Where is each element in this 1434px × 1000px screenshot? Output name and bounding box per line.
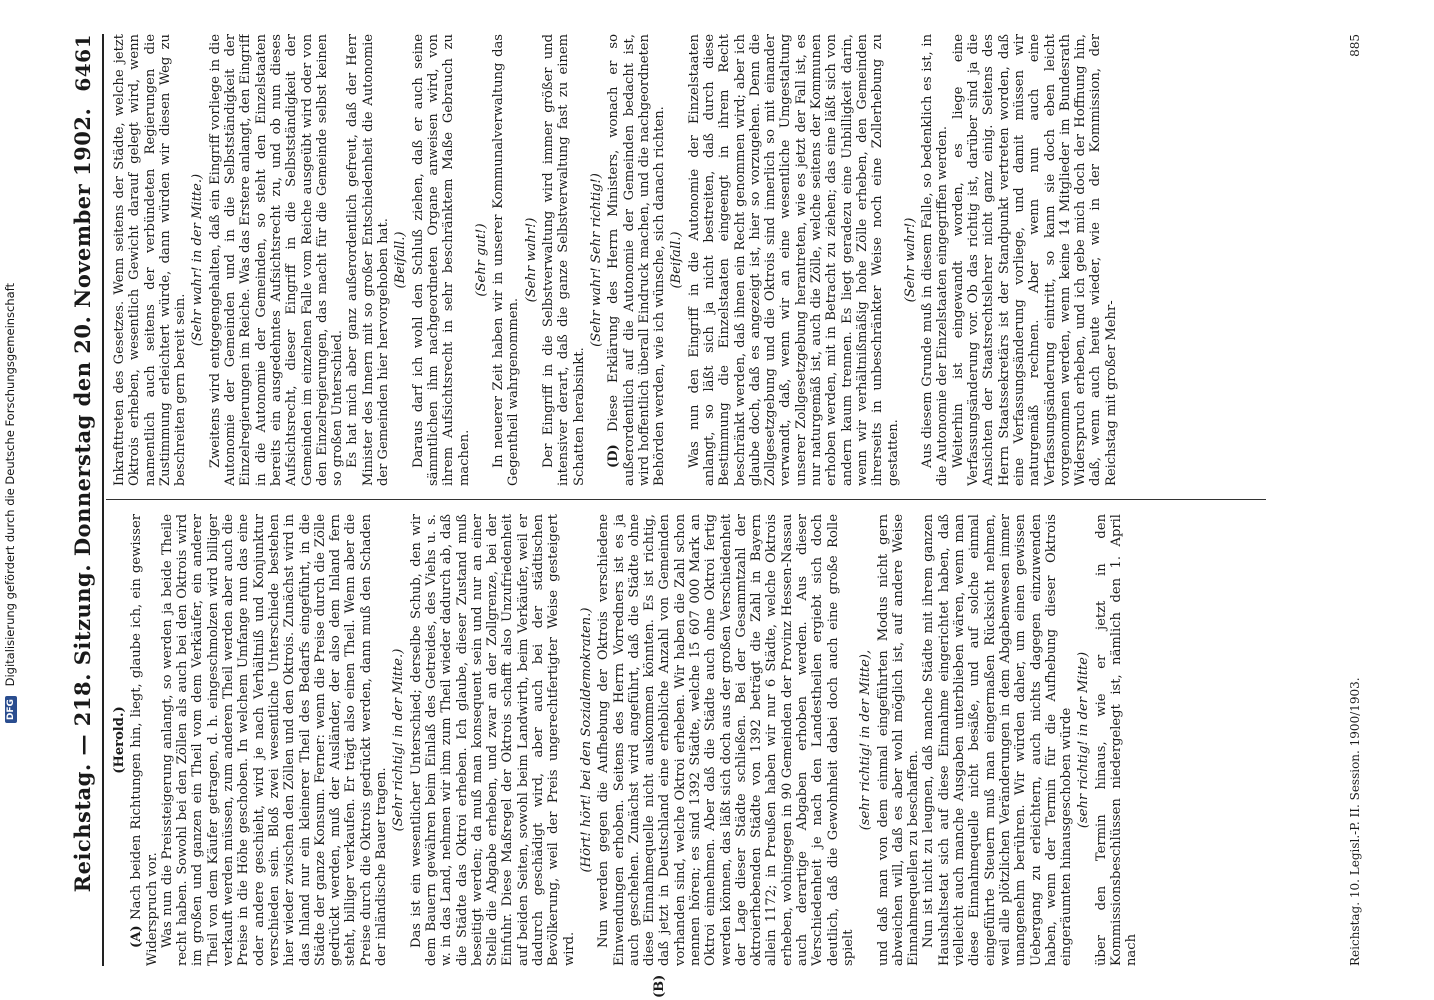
paragraph bbox=[208, 34, 346, 486]
paragraph-text: Aus diesem Grunde muß in diesem Falle, so bedenklich es ist, in die Autonomie der Einzelstaaten eingegriffen werden. bbox=[920, 34, 951, 486]
interjection bbox=[858, 514, 873, 966]
speaker-name: (Herold.) bbox=[112, 706, 127, 774]
paragraph bbox=[409, 514, 577, 966]
margin-marker: (B) bbox=[652, 974, 667, 998]
paragraph-text: Diese Erklärung des Herrn Ministers, wonach er so außerordentlich auf die Autonomie der Gemeinden bedacht ist, wird hoffentlich überall Eindruck machen, und die nachgeordneten Behörden werden, wie ich wünsche, sich danach richten. bbox=[606, 34, 668, 486]
margin-marker: (D) bbox=[606, 431, 622, 468]
page-footer bbox=[1348, 34, 1362, 966]
footer-session-info: Reichstag. 10. Legisl.-P. II. Session. 1900/1903. bbox=[1348, 677, 1362, 966]
paragraph bbox=[129, 514, 160, 966]
paragraph bbox=[596, 514, 856, 966]
paragraph-text: (Sehr wahr! Sehr richtig!) bbox=[588, 173, 604, 347]
paragraph-text: Was nun die Preissteigerung anlangt, so werden ja beide Theile recht haben. Sowohl bei den Zöllen als auch bei den Oktrois wird im großen und ganzen ein Theil vom dem Verkäufer, ein anderer Theil von dem Käufer getragen, d. h. eingeschmolzen wird billiger verkauft werden müssen, zum anderen Theil werden aber auch die Preise in die Höhe geschoben. In welchem Umfange nun das eine oder andere geschieht, wird je nach Verhältniß und Konjunktur verschieden sein. Bloß zwei wesentliche Unterschiede bestehen hier wieder zwischen den Zöllen und den Oktrois. Zunächst wird in das Inland nur ein kleinerer Theil des Bedarfs eingeführt, in die Städte der ganze Konsum. Ferner: wenn die Preise durch die Zölle gedrückt werden, muß der Ausländer, der also dem Inland fern steht, billiger verkaufen. Er trägt also einen Theil. Wenn aber die Preise durch die Oktrois gedrückt werden, dann muß den Schaden der inländische Bauer tragen. bbox=[159, 514, 390, 966]
interjection bbox=[669, 34, 684, 486]
paragraph bbox=[920, 34, 951, 486]
paragraph-text: Nach beiden Richtungen hin, liegt, glaube ich, ein gewisser Widerspruch vor. bbox=[129, 514, 160, 966]
text-columns bbox=[112, 34, 1262, 966]
paragraph-text: Es hat mich aber ganz außerordentlich gefreut, daß der Herr Minister des Innern mit so großer Entschiedenheit die Autonomie der Gemeinden hier hervorgehoben hat. bbox=[345, 34, 392, 486]
interjection bbox=[190, 34, 205, 486]
watermark-text: Digitalisierung gefördert durch die Deutsche Forschungsgemeinschaft bbox=[3, 282, 17, 687]
paragraph bbox=[411, 34, 472, 486]
paragraph bbox=[921, 514, 1074, 966]
paragraph bbox=[112, 34, 188, 486]
left-column bbox=[112, 514, 1262, 966]
paragraph-text: (Sehr richtig! in der Mitte.) bbox=[391, 648, 407, 832]
interjection bbox=[903, 34, 918, 486]
digitization-watermark bbox=[3, 13, 17, 993]
dfg-logo: DFG bbox=[5, 696, 17, 723]
paragraph-text: (Sehr wahr!) bbox=[523, 217, 539, 303]
paragraph-text: (Beifall.) bbox=[393, 231, 409, 289]
paragraph bbox=[606, 34, 667, 486]
paragraph-text: Der Eingriff in die Selbstverwaltung wird immer größer und intensiver derart, daß die ganze Selbstverwaltung fast zu einem Schatten herabsinkt. bbox=[541, 34, 587, 486]
paragraph-text: und daß man von dem einmal eingeführten Modus nicht gern abweichen will, daß es aber wohl möglich ist, auf andere Weise Einnahmequellen zu beschaffen. bbox=[875, 514, 922, 966]
page-number: 6461 bbox=[71, 34, 95, 92]
page-header bbox=[66, 34, 100, 966]
paragraph-text: Was nun den Eingriff in die Autonomie der Einzelstaaten anlangt, so läßt sich ja nicht bestreiten, daß durch diese Bestimmung die Einzelstaaten eingeengt in ihrem Recht beschränkt werden, daß ihnen ein Recht genommen wird; aber ich glaube doch, daß es angezeigt ist, hier so vorzugehen. Denn die Zollgesetzgebung und die Oktrois sind innerlich so mit einander verwandt, daß, wenn wir an eine wesentliche Umgestaltung unserer Zollgesetzgebung herantreten, wie es jetzt der Fall ist, es nur naturgemäß ist, auch die Zölle, welche seitens der Kommunen erhoben werden, mit in Betracht zu ziehen; das eine läßt sich von andern kaum trennen. Es liegt geradezu eine Unbilligkeit darin, wenn wir verhältnißmäßig hohe Zölle erheben, den Gemeinden ihrerseits in unbeschränkter Weise noch eine Zollerhebung zu gestatten. bbox=[686, 34, 901, 486]
paragraph-text: Das ist ein wesentlicher Unterschied; derselbe Schub, den wir dem Bauern gewähren beim Einlaß des Getreides, des Viehs u. s. w. in das Land, nehmen wir ihm zum Theil wieder dadurch ab, daß die Städte das Oktroi erheben. Ich glaube, dieser Zustand muß beseitigt werden; da muß man konsequent sein und nur an einer Stelle die Abgabe erheben, und zwar an der Zollgrenze, bei der Einfuhr. Diese Maßregel der Oktrois schafft also Unzufriedenheit auf beiden Seiten, sowohl beim Landwirth, beim Verkäufer, weil er dadurch geschädigt wird, aber auch bei der städtischen Bevölkerung, weil der Preis ungerechtfertigter Weise gesteigert wird. bbox=[408, 514, 577, 966]
paragraph bbox=[876, 514, 922, 966]
right-column bbox=[112, 34, 1262, 486]
header-rule bbox=[102, 34, 104, 966]
newspaper-page bbox=[52, 0, 1382, 1000]
paragraph-text: Zweitens wird entgegengehalten, daß ein Eingriff vorliege in die Autonomie der Gemeinden und in die Selbstständigkeit der Einzelregierungen im Reiche. Was das Erstere anlangt, den Eingriff in die Autonomie der Gemeinden, so steht den Einzelstaaten bereits ein ausgedehntes Aufsichtsrecht zu, und ob nun dieses Aufsichtsrecht, dieser Eingriff in die Selbstständigkeit der Gemeinden im einzelnen Falle vom Reiche ausgeübt wird oder von den Einzelregierungen, das macht für die Gemeinde selbst keinen so großen Unterschied. bbox=[207, 34, 346, 486]
paragraph-text: (sehr richtig! in der Mitte) bbox=[1076, 651, 1092, 829]
footer-sheet-number: 885 bbox=[1348, 34, 1362, 57]
paragraph bbox=[345, 34, 391, 486]
interjection bbox=[391, 514, 406, 966]
paragraph-text: (Beifall.) bbox=[669, 231, 685, 289]
paragraph-text: Daraus darf ich wohl den Schluß ziehen, daß er auch seine sämmtlichen ihm nachgeordneten Organe anweisen wird, von ihrem Aufsichtsrecht in sehr beschränktem Maße Gebrauch zu machen. bbox=[410, 34, 472, 486]
paragraph-text: Weiterhin ist eingewandt worden, es liege eine Verfassungsänderung vor. Ob das richtig ist, darüber sind ja die Ansichten der Staatsrechtslehrer nicht ganz einig. Seitens des Herrn Staatssekretärs ist der Standpunkt vertreten worden, daß eine Verfassungsänderung vorliege, und damit müssen wir naturgemäß rechnen. Aber wenn nun auch eine Verfassungsänderung eintritt, so kann sie doch eben leicht vorgenommen werden, wenn keine 14 Mitglieder im Bundesrath Widerspruch erheben, und ich gebe mich doch der Hoffnung hin, daß, wenn auch heute wieder, wie in der Kommission, der Reichstag mit großer Mehr- bbox=[950, 34, 1119, 486]
paragraph bbox=[160, 514, 389, 966]
paragraph-text: über den Termin hinaus, wie er jetzt in den Kommissionsbeschlüssen niedergelegt ist, nämlich den 1. April nach bbox=[1093, 514, 1140, 966]
paragraph bbox=[951, 34, 1119, 486]
paragraph bbox=[541, 34, 587, 486]
paragraph bbox=[1094, 514, 1140, 966]
paragraph-text: (Sehr gut!) bbox=[473, 223, 489, 297]
paragraph-text: Inkrafttreten des Gesetzes. Wenn seitens der Städte, welche jetzt Oktrois erheben, wesentlich Gewicht darauf gelegt wird, wenn namentlich auch seitens der verbündeten Regierungen die Zustimmung erleichtert würde, dann würden wir diesen Weg zu beschreiten gern bereit sein. bbox=[112, 34, 189, 486]
interjection bbox=[393, 34, 408, 486]
interjection bbox=[474, 34, 489, 486]
paragraph bbox=[491, 34, 522, 486]
paragraph-text: Nun werden gegen die Aufhebung der Oktrois verschiedene Einwendungen erhoben. Seitens des Herrn Vorredners ist es ja auch geschehen. Zunächst wird angeführt, daß die Städte ohne diese Einnahmequelle nicht auskommen könnten. Es ist richtig, daß jetzt in Deutschland eine erhebliche Anzahl von Gemeinden vorhanden sind, welche Oktroi erheben. Wir haben die Zahl schon nennen hören; es sind 1392 Städte, welche 15 607 000 Mark an Oktroi einnehmen. Aber daß die Städte auch ohne Oktroi fertig werden können, das läßt sich doch aus der großen Verschiedenheit der Lage dieser Städte schließen. Bei der Gesammtzahl der oktroierhebenden Städte von 1392 beträgt die Zahl in Bayern allein 1172; in Preußen haben wir nur 6 Städte, welche Oktrois erheben, wohingegen in 90 Gemeinden der Provinz Hessen-Nassau auch derartige Abgaben erhoben werden. Aus dieser Verschiedenheit je nach den Landestheilen ergiebt sich doch deutlich, daß die Gewohnheit dabei doch auch eine große Rolle spielt bbox=[596, 514, 856, 966]
paragraph-text: Nun ist nicht zu leugnen, daß manche Städte mit ihrem ganzen Haushaltsetat sich auf diese Einnahme eingerichtet haben, daß vielleicht auch manche Ausgaben unterblieben wären, wenn man diese Einnahmequelle nicht besäße, und auf solche einmal eingeführte Steuern muß man eingermaßen Rücksicht nehmen, weil alle plötzlichen Veränderungen in dem Abgabenwesen immer unangenehm berühren. Wir würden daher, um einen gewissen Uebergang zu erleichtern, auch nichts dagegen einzuwenden haben, wenn der Termin für die Aufhebung dieser Oktrois eingeräumten hinausgeschoben würde bbox=[921, 514, 1075, 966]
running-title: Reichstag. — 218. Sitzung. Donnerstag den 20. November 1902. bbox=[70, 107, 95, 893]
paragraph-text: (Sehr wahr!) bbox=[902, 217, 918, 303]
paragraph-text: (sehr richtig! in der Mitte), bbox=[858, 649, 874, 831]
interjection bbox=[1076, 514, 1091, 966]
margin-marker: (A) bbox=[129, 919, 145, 948]
interjection bbox=[579, 514, 594, 966]
paragraph-text: In neuerer Zeit haben wir in unserer Kommunalverwaltung das Gegentheil wahrgenommen. bbox=[491, 34, 522, 486]
paragraph bbox=[687, 34, 901, 486]
interjection bbox=[524, 34, 539, 486]
paragraph-text: (Sehr wahr! in der Mitte.) bbox=[190, 173, 206, 347]
interjection bbox=[589, 34, 604, 486]
column-divider bbox=[106, 500, 1266, 501]
paragraph-text: (Hört! hört! bei den Sozialdemokraten.) bbox=[578, 607, 594, 873]
